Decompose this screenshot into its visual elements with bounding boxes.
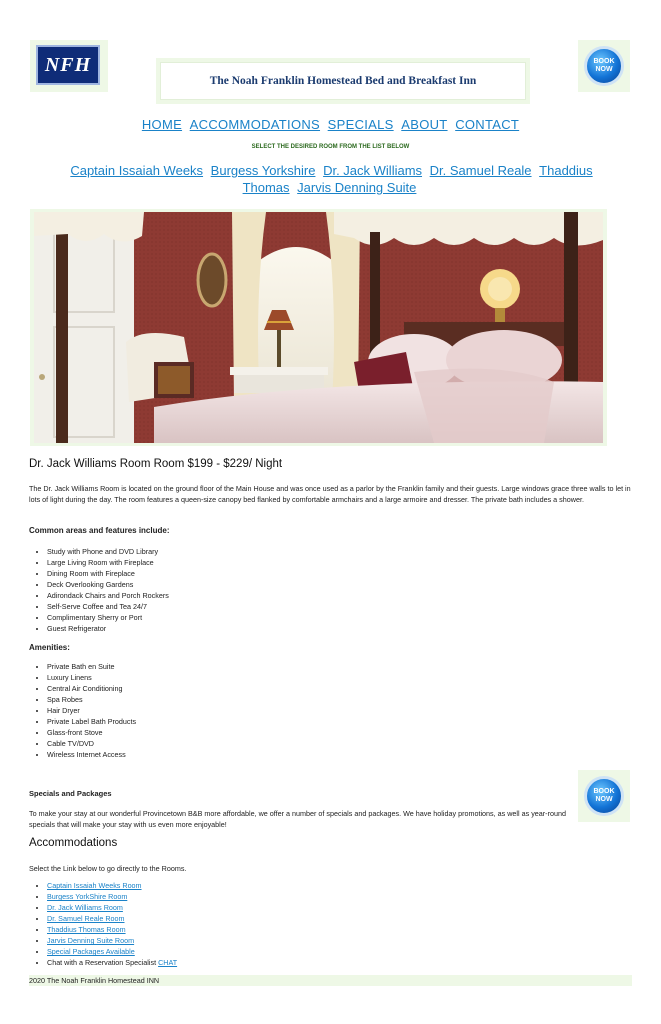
list-item xyxy=(47,913,177,924)
list-item xyxy=(47,946,177,957)
acc-link-burgess-yorkshire[interactable]: Burgess YorkShire Room xyxy=(47,892,128,901)
list-item: • Hair Dryer xyxy=(47,705,136,716)
list-item xyxy=(47,924,177,935)
accommodations-intro: Select the Link below to go directly to the Rooms. xyxy=(29,864,187,873)
list-item xyxy=(47,957,177,968)
select-room-note: SELECT THE DESIRED ROOM FROM THE LIST BELOW xyxy=(251,144,410,150)
list-item xyxy=(47,902,177,913)
room-photo xyxy=(34,212,603,443)
room-link-dr-samuel-reale[interactable]: Dr. Samuel Reale xyxy=(429,163,532,178)
nav-contact[interactable]: CONTACT xyxy=(455,117,520,132)
chat-link[interactable]: CHAT xyxy=(158,958,178,967)
nav-accommodations[interactable]: ACCOMMODATIONS xyxy=(189,117,321,132)
accommodations-heading: Accommodations xyxy=(29,837,118,849)
footer xyxy=(29,975,632,986)
list-item: • Private Label Bath Products xyxy=(47,716,136,727)
book-now-icon xyxy=(584,776,624,816)
list-item: • Wireless Internet Access xyxy=(47,749,136,760)
list-item: • Guest Refrigerator xyxy=(47,623,169,634)
acc-link-dr-jack-williams[interactable]: Dr. Jack Williams Room xyxy=(47,903,123,912)
list-item: • Dining Room with Fireplace xyxy=(47,568,169,579)
nav-home[interactable]: HOME xyxy=(141,117,183,132)
room-link-captain-issaiah-weeks[interactable]: Captain Issaiah Weeks xyxy=(70,163,204,178)
amenities-list xyxy=(29,661,136,760)
list-item: • Private Bath en Suite xyxy=(47,661,136,672)
list-item: • Cable TV/DVD xyxy=(47,738,136,749)
room-link-thaddius-thomas[interactable]: Thaddius Thomas xyxy=(242,163,593,195)
room-link-dr-jack-williams[interactable]: Dr. Jack Williams xyxy=(323,163,423,178)
list-item: • Complimentary Sherry or Port xyxy=(47,612,169,623)
room-description: The Dr. Jack Williams Room is located on the ground floor of the Main House and was once used as a parlor by the Franklin family and their guests. Large windows grace three walls to let in lots of light during the day. The room features a queen-size canopy bed flanked by comfortable armchairs and a large armoire and dresser. The private bath includes a shower. xyxy=(29,484,631,504)
logo-monogram: NFH xyxy=(36,45,100,85)
site-title: The Noah Franklin Homestead Bed and Breakfast Inn xyxy=(160,62,526,100)
list-item: • Deck Overlooking Gardens xyxy=(47,579,169,590)
accommodations-links xyxy=(29,880,177,968)
common-areas-list xyxy=(29,546,169,634)
specials-text: To make your stay at our wonderful Provincetown B&B more affordable, we offer a number of specials and packages. We have holiday promotions, as well as year-round specials that will make your stay with us even more enjoyable! xyxy=(29,809,566,829)
amenities-heading: Amenities: xyxy=(29,643,70,652)
site-banner xyxy=(156,58,530,104)
book-now-label: BOOK NOW xyxy=(593,788,615,803)
book-now-button-specials[interactable] xyxy=(578,770,630,822)
list-item: • Study with Phone and DVD Library xyxy=(47,546,169,557)
list-item: • Glass-front Stove xyxy=(47,727,136,738)
logo[interactable] xyxy=(30,40,108,92)
acc-link-jarvis-denning-suite[interactable]: Jarvis Denning Suite Room xyxy=(47,936,135,945)
specials-heading: Specials and Packages xyxy=(29,789,112,798)
room-title: Dr. Jack Williams Room Room $199 - $229/ Night xyxy=(29,458,283,470)
nav-about[interactable]: ABOUT xyxy=(401,117,448,132)
list-item: • Adirondack Chairs and Porch Rockers xyxy=(47,590,169,601)
book-now-icon xyxy=(584,46,624,86)
acc-link-thaddius-thomas[interactable]: Thaddius Thomas Room xyxy=(47,925,126,934)
room-nav xyxy=(60,162,601,196)
list-item: • Luxury Linens xyxy=(47,672,136,683)
list-item xyxy=(47,935,177,946)
list-item: • Self-Serve Coffee and Tea 24/7 xyxy=(47,601,169,612)
acc-link-special-packages[interactable]: Special Packages Available xyxy=(47,947,135,956)
room-link-burgess-yorkshire[interactable]: Burgess Yorkshire xyxy=(210,163,316,178)
room-photo-frame xyxy=(30,209,607,446)
footer-text: 2020 The Noah Franklin Homestead INN xyxy=(29,976,160,985)
book-now-label: BOOK NOW xyxy=(593,58,615,73)
book-now-button-top[interactable] xyxy=(578,40,630,92)
list-item xyxy=(47,880,177,891)
bedroom-illustration xyxy=(34,212,603,443)
room-link-jarvis-denning-suite[interactable]: Jarvis Denning Suite xyxy=(297,180,417,195)
nav-specials[interactable]: SPECIALS xyxy=(327,117,394,132)
list-item: • Large Living Room with Fireplace xyxy=(47,557,169,568)
acc-link-captain-issaiah-weeks[interactable]: Captain Issaiah Weeks Room xyxy=(47,881,142,890)
chat-prefix: Chat with a Reservation Specialist xyxy=(47,958,159,967)
common-areas-heading: Common areas and features include: xyxy=(29,526,170,535)
list-item: • Spa Robes xyxy=(47,694,136,705)
main-nav xyxy=(0,117,661,132)
acc-link-dr-samuel-reale[interactable]: Dr. Samuel Reale Room xyxy=(47,914,125,923)
list-item xyxy=(47,891,177,902)
list-item: • Central Air Conditioning xyxy=(47,683,136,694)
